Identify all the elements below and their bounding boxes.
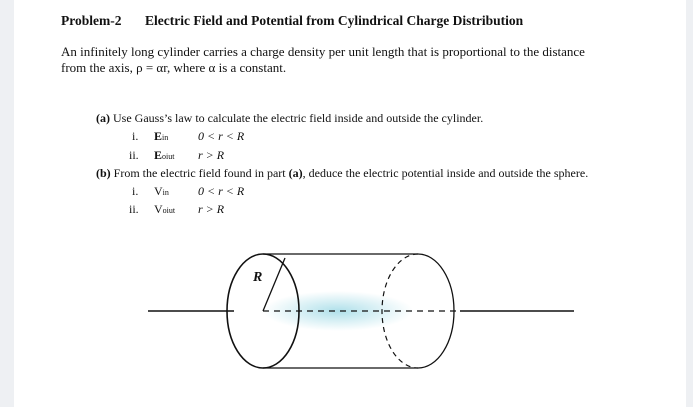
field-symbol: Eoiut [154,148,175,162]
potential-symbol: Voiut [154,202,176,216]
item-numeral: i. [132,129,139,143]
field-symbol: Ein [154,129,169,143]
range-condition: 0 < r < R [198,184,245,198]
range-condition: r > R [198,148,225,162]
part-a-label: (a) [96,111,110,125]
part-b-ref: (a) [288,166,303,180]
statement-line-1: An infinitely long cylinder carries a charge density per unit length that is proportional to the distance [61,44,585,59]
potential-symbol: Vin [154,184,169,198]
cylinder-back-face-solid [418,254,454,368]
statement-line-2: from the axis, ρ = αr, where α is a constant. [61,60,287,75]
problem-number: Problem-2 [61,13,122,28]
range-condition: r > R [198,202,225,216]
radius-label: R [253,270,263,285]
range-condition: 0 < r < R [198,129,245,143]
part-b-text-pre: From the electric field found in part [110,166,289,180]
part-b-text-post: , deduce the electric potential inside and outside the sphere. [302,166,589,180]
problem-heading: Electric Field and Potential from Cylindrical Charge Distribution [145,13,524,28]
item-numeral: ii. [129,202,139,216]
part-b-label: (b) [96,166,111,180]
item-numeral: i. [132,184,139,198]
part-a-text: Use Gauss’s law to calculate the electric field inside and outside the cylinder. [110,111,484,125]
item-numeral: ii. [129,148,139,162]
